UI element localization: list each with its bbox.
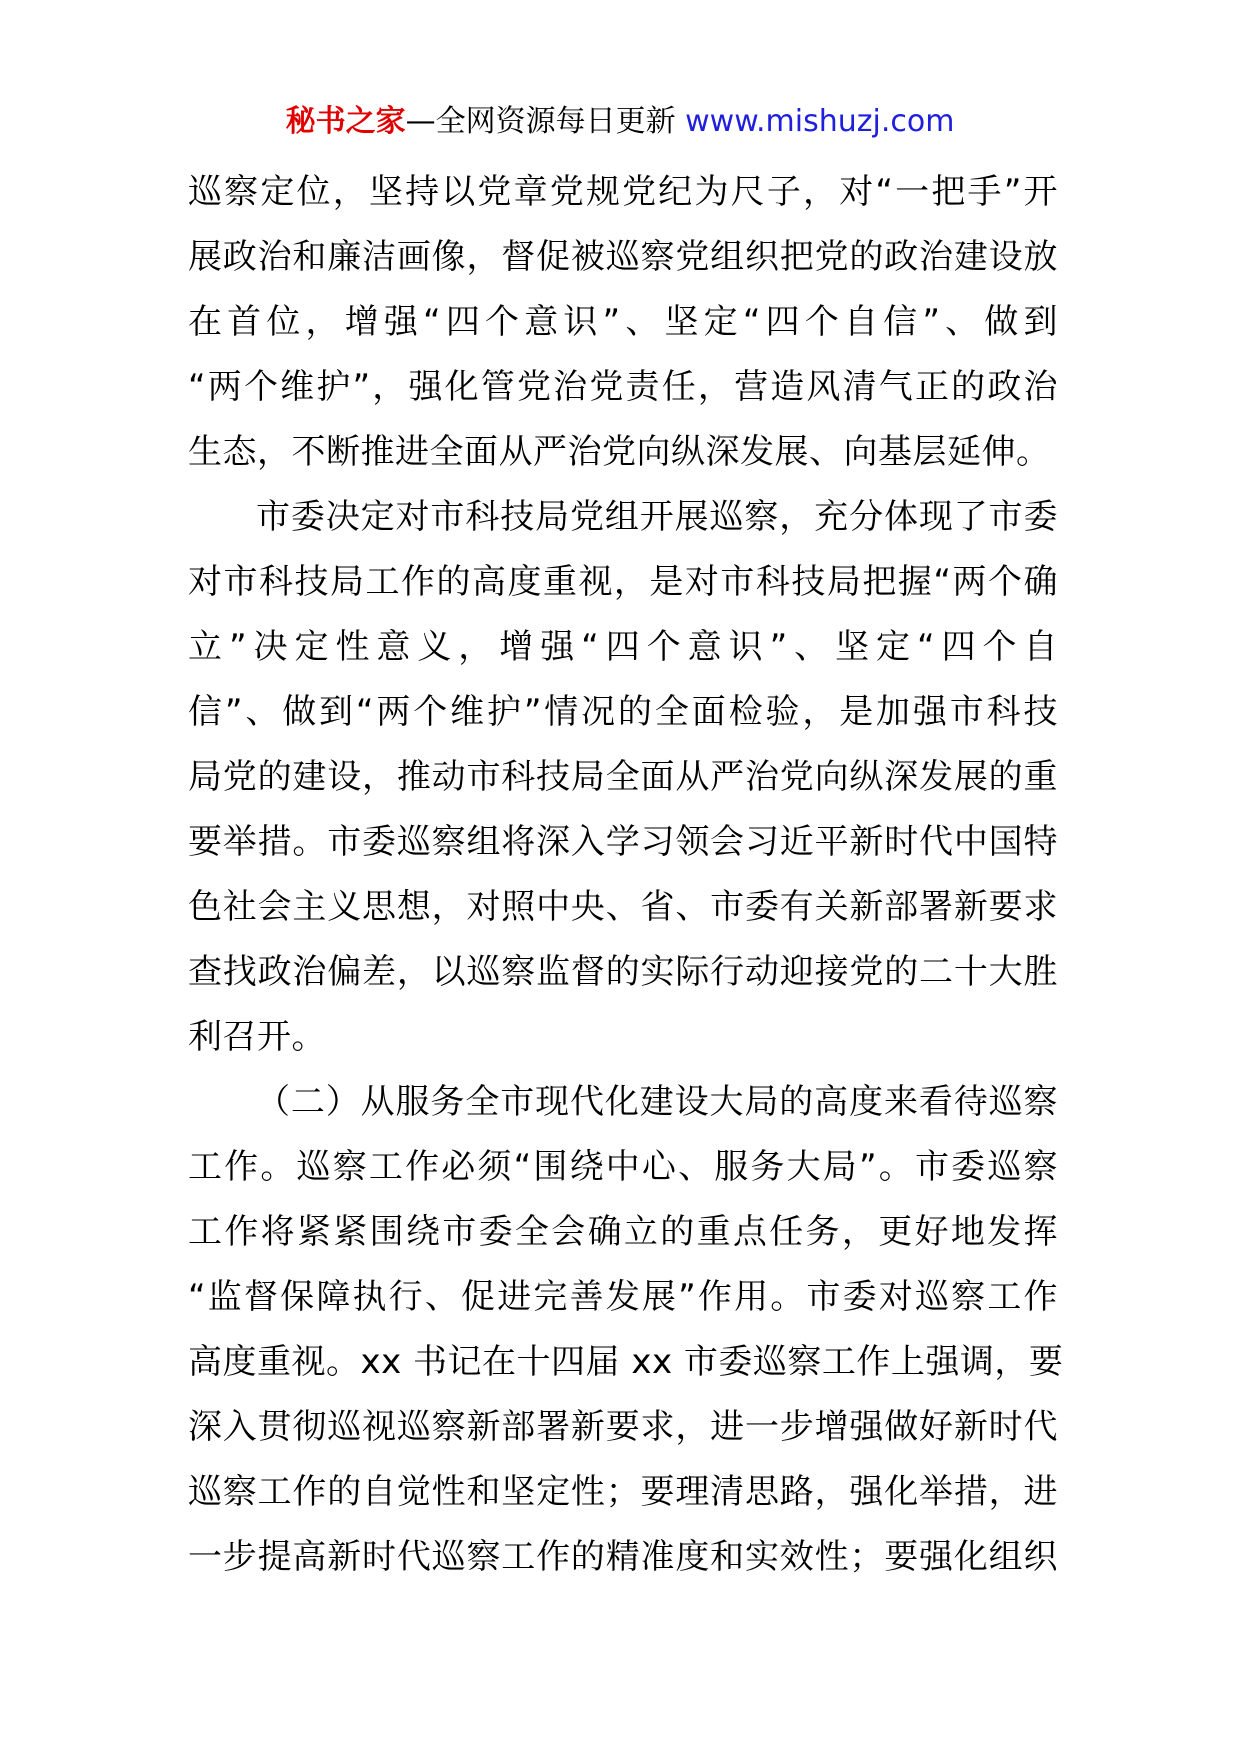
text-line: 一步提高新时代巡察工作的精准度和实效性；要强化组织 (188, 1537, 1058, 1577)
text-line: “监督保障执行、促进完善发展”作用。市委对巡察工作 (188, 1277, 1058, 1317)
text-line: “两个维护”，强化管党治党责任，营造风清气正的政治 (188, 367, 1058, 407)
site-url[interactable]: www.mishuzj.com (685, 104, 955, 139)
text-line: 深入贯彻巡视巡察新部署新要求，进一步增强做好新时代 (188, 1407, 1058, 1447)
text-line: 对市科技局工作的高度重视，是对市科技局把握“两个确 (188, 562, 1058, 602)
text-line: 工作将紧紧围绕市委全会确立的重点任务，更好地发挥 (188, 1212, 1058, 1252)
document-body (188, 160, 1064, 1590)
text-line: 立”决定性意义，增强“四个意识”、坚定“四个自 (188, 627, 1058, 667)
text-line: 局党的建设，推动市科技局全面从严治党向纵深发展的重 (188, 757, 1058, 797)
text-line: 巡察工作的自觉性和坚定性；要理清思路，强化举措，进 (188, 1472, 1058, 1512)
text-line: 巡察定位，坚持以党章党规党纪为尺子，对“一把手”开 (188, 172, 1058, 212)
site-tagline: —全网资源每日更新 (405, 104, 686, 139)
text-line: 利召开。 (188, 1017, 326, 1057)
text-line: 展政治和廉洁画像，督促被巡察党组织把党的政治建设放 (188, 237, 1058, 277)
site-brand: 秘书之家 (285, 104, 406, 139)
text-line: （二）从服务全市现代化建设大局的高度来看待巡察 (256, 1082, 1058, 1122)
text-line: 信”、做到“两个维护”情况的全面检验，是加强市科技 (188, 692, 1058, 732)
text-line: 高度重视。xx 书记在十四届 xx 市委巡察工作上强调，要 (188, 1342, 1064, 1382)
text-line: 要举措。市委巡察组将深入学习领会习近平新时代中国特 (188, 822, 1058, 862)
site-header (0, 100, 1240, 144)
text-line: 查找政治偏差，以巡察监督的实际行动迎接党的二十大胜 (188, 952, 1058, 992)
text-line: 色社会主义思想，对照中央、省、市委有关新部署新要求 (188, 887, 1058, 927)
text-line: 市委决定对市科技局党组开展巡察，充分体现了市委 (256, 497, 1058, 537)
text-line: 在首位，增强“四个意识”、坚定“四个自信”、做到 (188, 302, 1058, 342)
text-line: 生态，不断推进全面从严治党向纵深发展、向基层延伸。 (188, 432, 1051, 472)
text-line: 工作。巡察工作必须“围绕中心、服务大局”。市委巡察 (188, 1147, 1058, 1187)
